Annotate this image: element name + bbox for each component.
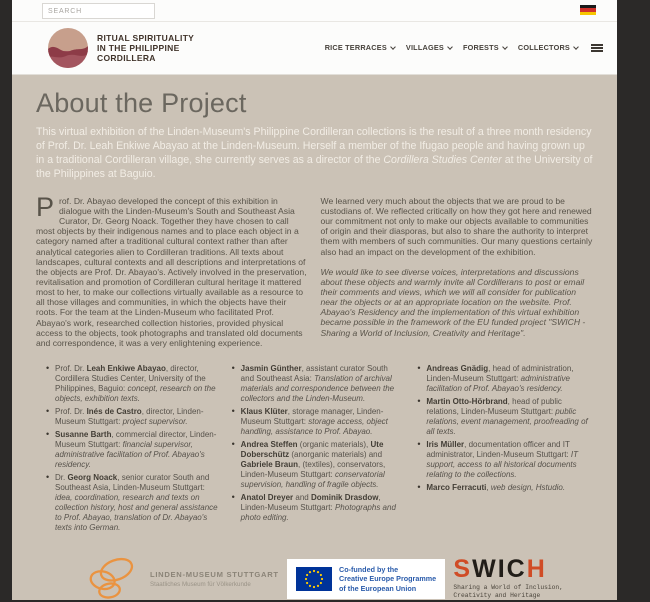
credit-item: • Anatol Dreyer and Dominik Drasdow, Linden-Museum Stuttgart: Photographs and photo editing. xyxy=(232,493,404,523)
chevron-down-icon xyxy=(447,44,453,50)
credits-column-3 xyxy=(417,364,589,536)
credit-item: • Marco Ferracuti, web design, Hstudio. xyxy=(417,483,589,493)
nav-item-rice-terraces[interactable] xyxy=(325,43,395,52)
credit-item: • Prof. Dr. Inés de Castro, director, Linden-Museum Stuttgart: project supervisor. xyxy=(46,407,218,427)
nav-item-villages[interactable] xyxy=(406,43,452,52)
footer-logos xyxy=(36,550,593,602)
body-paragraph: We learned very much about the objects that we are proud to be custodians of. We reflected critically on how they got here and renewed our commitment not only to make our objects available to communities of origin and their diasporas, but also to share the authority to interpret them with members of such communities. Our many questions certainly also had an impact on the development of the exhibition. xyxy=(320,195,593,257)
chevron-down-icon xyxy=(390,44,396,50)
credit-item: • Prof. Dr. Leah Enkiwe Abayao, director, Cordillera Studies Center, University of the Philippines, Baguio: concept, research on the objects, exhibition texts. xyxy=(46,364,218,404)
page xyxy=(12,0,617,600)
body-column-left: Prof. Dr. Abayao developed the concept of this exhibition in dialogue with the Linden-Museum's South and Southeast Asia Curator, Dr. Georg Noack. Together they have chosen to call most objects by their indigenous names and to place each object in a category named after a traditional cultural context rather than after analytical categories alien to Cordilleran traditions. All texts about landscapes, cultural contexts and all descriptions and interpretations of the objects are Prof. Dr. Abayao's. Actively involved in the preservation, revitalisation and promotion of Cordilleran cultural heritage it mattered most to her, to make our collections virtually available as a resource to all those villages and communities, in which the objects have their roots. For the team at the Linden-Museum who facilitated Prof. Abayao's work, researched collection histories, provided physical access to the objects, took photographs and translated old documents and correspondence, it was a very enlightening experience. xyxy=(36,191,307,348)
body-column-right xyxy=(321,196,594,348)
dropcap: P xyxy=(36,191,55,222)
search-input[interactable] xyxy=(42,3,155,19)
linden-museum-logo[interactable] xyxy=(84,556,279,602)
credit-item: • Jasmin Günther, assistant curator South and Southeast Asia: Translation of archival materials and correspondence between the collectors and the Linden-Museum. xyxy=(232,364,404,404)
chevron-down-icon xyxy=(502,44,508,50)
site-header xyxy=(12,22,617,75)
eu-flag-icon xyxy=(296,567,332,591)
credit-item: • Dr. Georg Noack, senior curator South and Southeast Asia, Linden-Museum Stuttgart: idea, coordination, research and texts on collection history, host and general assistance to Prof. Abayao, translation of Dr. Abayao's texts into German. xyxy=(46,473,218,533)
credits-section xyxy=(36,364,593,536)
eu-logo-text: Co-funded by the Creative Europe Programme of the European Union xyxy=(339,564,437,593)
german-flag-icon[interactable] xyxy=(580,5,596,15)
swich-logo-tagline: Sharing a World of Inclusion, Creativity and Heritage xyxy=(453,583,563,600)
chevron-down-icon xyxy=(573,44,579,50)
main-content xyxy=(12,75,617,602)
credits-column-1 xyxy=(46,364,218,536)
body-columns xyxy=(36,191,593,348)
credit-item: • Martin Otto-Hörbrand, head of public relations, Linden-Museum Stuttgart: public relations, event management, proofreading of all texts. xyxy=(417,397,589,437)
site-logo-icon[interactable] xyxy=(48,28,88,68)
nav-label: COLLECTORS xyxy=(517,43,570,53)
hamburger-menu-icon[interactable] xyxy=(591,42,603,54)
credit-item: • Klaus Klüter, storage manager, Linden-Museum Stuttgart: storage access, object handling, assistance to Prof. Abayao. xyxy=(232,407,404,437)
linden-museum-logo-text: LINDEN-MUSEUM STUTTGART Staatliches Museum für Völkerkunde xyxy=(150,569,279,588)
linden-museum-logo-icon xyxy=(84,556,142,602)
body-paragraph-italic: We would like to see diverse voices, interpretations and discussions about these objects and warmly invite all Cordillerans to post or email their comments and views, which we will all consider for publication near the objects or at an appropriate location on the website. Prof. Abayao's Residency and the implementation of this virtual exhibition became possible in the framework of the EU funded project "SWICH - Sharing a World of Inclusion, Creativity and Heritage". xyxy=(320,266,586,338)
credit-item: • Iris Müller, documentation officer and IT administrator, Linden-Museum Stuttgart: IT support, access to all historical documents relating to the collections. xyxy=(417,440,589,480)
page-title: About the Project xyxy=(36,88,247,118)
credit-item: • Andreas Gnädig, head of administration, Linden-Museum Stuttgart: administrative facilitation of Prof. Abayao's residency. xyxy=(417,364,589,394)
nav-label: VILLAGES xyxy=(405,43,444,53)
top-bar xyxy=(12,0,617,22)
eu-creative-europe-logo[interactable] xyxy=(287,559,445,599)
site-title: RITUAL SPIRITUALITY IN THE PHILIPPINE CORDILLERA xyxy=(97,32,195,64)
swich-logo-letters: SWICH xyxy=(453,554,547,583)
credit-item: • Susanne Barth, commercial director, Linden-Museum Stuttgart: financial supervisor, administrative facilitation of Prof. Abayao's residency. xyxy=(46,430,218,470)
swich-logo[interactable] xyxy=(453,554,563,601)
intro-paragraph: This virtual exhibition of the Linden-Museum's Philippine Cordilleran collections is the result of a three month residency of Prof. Dr. Leah Enkiwe Abayao at the Linden-Museum. Herself a member of the Ifugao people and having grown up in a traditional Cordilleran village, she currently serves as a director of the Cordillera Studies Center at the University of the Philippines at Baguio. xyxy=(36,126,593,180)
credit-item: • Andrea Steffen (organic materials), Ute Doberschütz (anorganic materials) and Gabriele Braun, (textiles), conservators, Linden-Museum Stuttgart: conservatorial supervision, handling of fragile objects. xyxy=(232,440,404,490)
credits-column-2 xyxy=(232,364,404,536)
main-nav xyxy=(325,42,603,54)
nav-label: FORESTS xyxy=(462,43,499,53)
nav-item-forests[interactable] xyxy=(463,43,507,52)
nav-label: RICE TERRACES xyxy=(324,43,387,53)
nav-item-collectors[interactable] xyxy=(518,43,578,52)
